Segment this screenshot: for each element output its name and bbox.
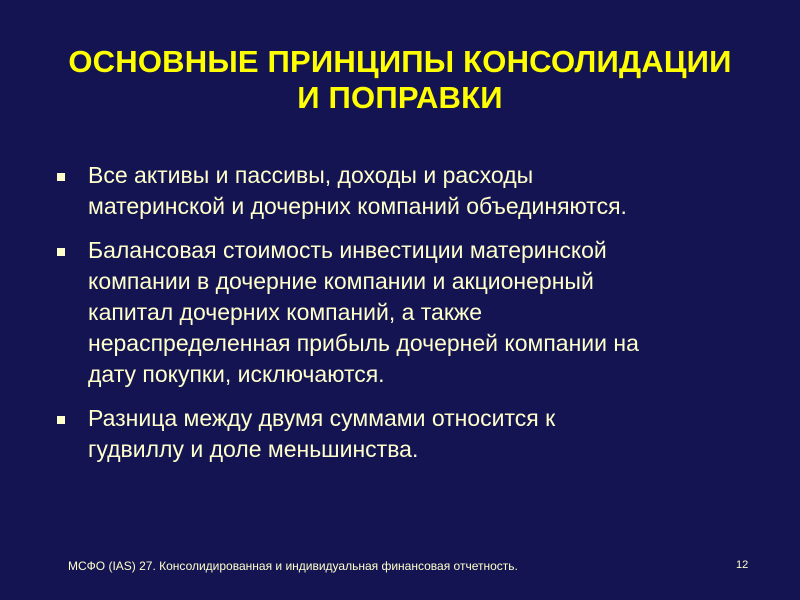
bullet-line: дату покупки, исключаются. [88, 361, 385, 387]
bullet-line: Балансовая стоимость инвестиции материнской [88, 237, 607, 263]
title-line-1: ОСНОВНЫЕ ПРИНЦИПЫ КОНСОЛИДАЦИИ [68, 44, 732, 79]
bullet-line: Все активы и пассивы, доходы и расходы [88, 162, 534, 188]
slide-footer: МСФО (IAS) 27. Консолидированная и индивидуальная финансовая отчетность. [68, 559, 518, 573]
title-line-2: И ПОПРАВКИ [297, 80, 503, 115]
bullet-line: Разница между двумя суммами относится к [88, 405, 556, 431]
bullet-line: капитал дочерних компаний, а также [88, 299, 483, 325]
page-number: 12 [736, 559, 749, 571]
bullet-line: материнской и дочерних компаний объединяются. [88, 193, 627, 219]
bullet-line: нераспределенная прибыль дочерней компании на [88, 330, 639, 356]
bullet-item-3 [52, 403, 752, 465]
square-bullet-icon [57, 173, 65, 181]
square-bullet-icon [57, 248, 65, 256]
bullet-list [52, 160, 752, 478]
bullet-item-1 [52, 160, 752, 222]
square-bullet-icon [57, 416, 65, 424]
bullet-item-2 [52, 235, 752, 390]
bullet-line: компании в дочерние компании и акционерный [88, 268, 594, 294]
bullet-line: гудвиллу и доле меньшинства. [88, 436, 419, 462]
slide-title [30, 44, 770, 116]
